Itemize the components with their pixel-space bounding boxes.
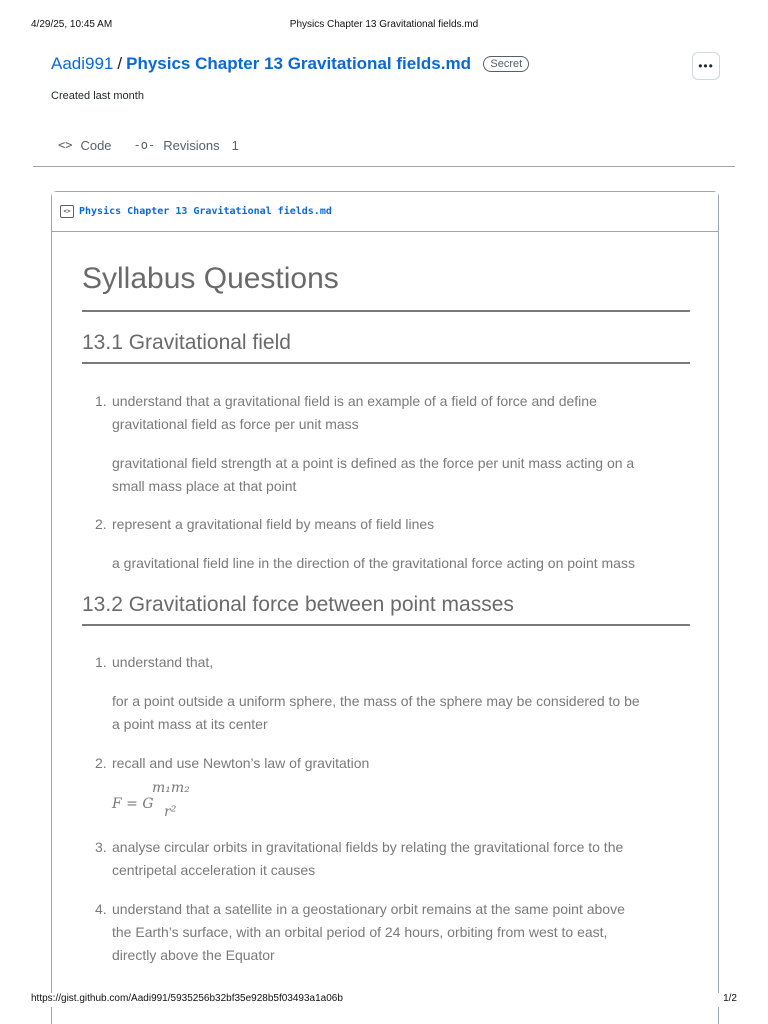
code-file-icon: <> <box>60 205 74 218</box>
list-item <box>95 651 692 674</box>
print-title: Physics Chapter 13 Gravitational fields.md <box>289 19 479 30</box>
secret-badge: Secret <box>483 56 529 72</box>
gist-header <box>51 54 720 84</box>
item-text-line: gravitational field as force per unit mass <box>112 416 359 432</box>
tab-code-label: Code <box>80 137 112 153</box>
formula-lhs: F = G <box>112 796 154 812</box>
owner-link[interactable]: Aadi991 <box>51 54 114 73</box>
tab-revisions-label: Revisions <box>163 137 220 153</box>
list-paragraph <box>112 452 692 498</box>
item-text-line: represent a gravitational field by means of field lines <box>112 516 435 532</box>
heading-13-1: 13.1 Gravitational field <box>82 331 690 364</box>
item-text-line: understand that, <box>112 654 214 670</box>
revisions-count: 1 <box>231 137 239 153</box>
item-text-line: understand that a gravitational field is an example of a field of force and define <box>112 393 597 409</box>
created-date: Created last month <box>51 90 144 102</box>
list-number: 4. <box>95 901 107 917</box>
more-options-button[interactable] <box>692 52 720 80</box>
print-header <box>31 19 737 33</box>
list-item <box>95 390 692 436</box>
list-item <box>95 836 692 882</box>
list-paragraph <box>112 690 692 736</box>
kebab-icon: ••• <box>698 59 714 73</box>
tab-revisions[interactable] <box>134 136 239 154</box>
path-separator: / <box>117 54 123 73</box>
git-commit-icon: -o- <box>133 138 156 152</box>
file-box <box>51 191 719 1024</box>
item-text-line: analyse circular orbits in gravitational fields by relating the gravitational force to the <box>112 839 624 855</box>
list-item <box>95 513 692 536</box>
gist-tabs <box>58 136 239 154</box>
item-text-line: a gravitational field line in the direction of the gravitational force acting on point mass <box>112 555 635 571</box>
file-header <box>52 192 718 232</box>
print-url: https://gist.github.com/Aadi991/5935256b32bf35e928b5f03493a1a06b <box>31 993 343 1004</box>
item-text-line: gravitational field strength at a point is defined as the force per unit mass acting on a <box>112 455 635 471</box>
formula-numerator: m₁m₂ <box>152 780 190 796</box>
list-item <box>95 752 692 775</box>
list-number: 1. <box>95 393 107 409</box>
print-datetime: 4/29/25, 10:45 AM <box>31 19 113 30</box>
item-text-line: recall and use Newton’s law of gravitation <box>112 755 370 771</box>
item-text-line: the Earth’s surface, with an orbital period of 24 hours, orbiting from west to east, <box>112 924 608 940</box>
list-item <box>95 898 692 967</box>
item-text-line: understand that a satellite in a geostationary orbit remains at the same point above <box>112 901 625 917</box>
tab-code[interactable] <box>58 136 112 154</box>
heading-13-2: 13.2 Gravitational force between point masses <box>82 593 690 626</box>
file-name-link[interactable]: Physics Chapter 13 Gravitational fields.md <box>79 206 332 217</box>
page-number: 1/2 <box>723 993 737 1004</box>
tabs-divider <box>33 166 735 167</box>
item-text-line: for a point outside a uniform sphere, the mass of the sphere may be considered to be <box>112 693 640 709</box>
list-number: 2. <box>95 516 107 532</box>
list-number: 2. <box>95 755 107 771</box>
heading-syllabus: Syllabus Questions <box>82 262 690 312</box>
formula-denominator: r² <box>164 804 177 820</box>
item-text-line: directly above the Equator <box>112 947 275 963</box>
print-footer <box>31 993 737 1007</box>
list-paragraph <box>112 552 692 575</box>
list-number: 3. <box>95 839 107 855</box>
code-icon: <> <box>58 138 73 152</box>
list-number: 1. <box>95 654 107 670</box>
item-text-line: small mass place at that point <box>112 478 297 494</box>
item-text-line: centripetal acceleration it causes <box>112 862 316 878</box>
gist-name-link[interactable]: Physics Chapter 13 Gravitational fields.md <box>126 54 471 73</box>
item-text-line: a point mass at its center <box>112 716 268 732</box>
